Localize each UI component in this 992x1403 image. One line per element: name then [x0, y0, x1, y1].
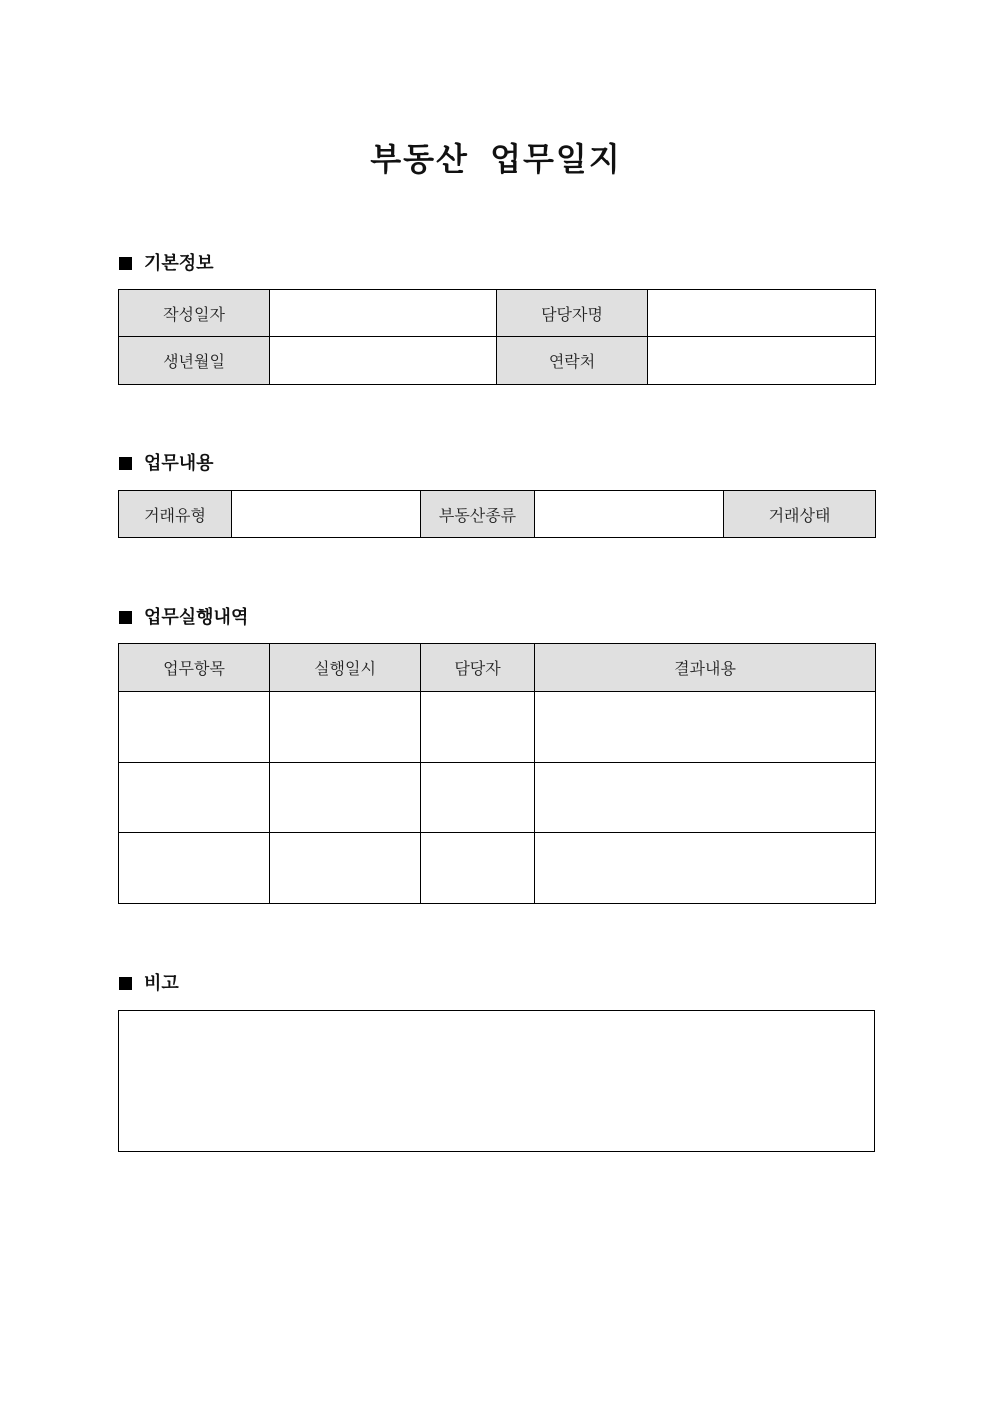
work-item-cell[interactable] [119, 833, 270, 904]
header-result: 결과내용 [535, 644, 876, 692]
square-bullet-icon [119, 611, 132, 624]
square-bullet-icon [119, 457, 132, 470]
contact-label: 연락처 [497, 337, 648, 385]
header-exec-datetime: 실행일시 [270, 644, 421, 692]
section-title: 비고 [144, 973, 179, 994]
table-row [119, 692, 876, 763]
exec-datetime-cell[interactable] [270, 763, 421, 833]
date-field[interactable] [270, 290, 497, 337]
manager-cell[interactable] [421, 692, 535, 763]
work-content-table [118, 490, 876, 538]
section-title: 기본정보 [144, 253, 214, 274]
header-manager: 담당자 [421, 644, 535, 692]
section-heading-work [119, 452, 214, 476]
property-type-field[interactable] [535, 491, 724, 538]
contact-field[interactable] [648, 337, 876, 385]
deal-type-field[interactable] [232, 491, 421, 538]
property-type-label: 부동산종류 [421, 491, 535, 538]
result-cell[interactable] [535, 833, 876, 904]
note-box[interactable] [118, 1010, 875, 1152]
result-cell[interactable] [535, 763, 876, 833]
page-title: 부동산 업무일지 [370, 140, 622, 178]
exec-datetime-cell[interactable] [270, 833, 421, 904]
square-bullet-icon [119, 977, 132, 990]
table-row [119, 833, 876, 904]
manager-field[interactable] [648, 290, 876, 337]
work-item-cell[interactable] [119, 692, 270, 763]
manager-label: 담당자명 [497, 290, 648, 337]
work-item-cell[interactable] [119, 763, 270, 833]
header-work-item: 업무항목 [119, 644, 270, 692]
section-title: 업무내용 [144, 453, 214, 474]
basic-info-table [118, 289, 876, 385]
birth-label: 생년월일 [119, 337, 270, 385]
exec-datetime-cell[interactable] [270, 692, 421, 763]
section-heading-note [119, 972, 179, 996]
section-heading-basic [119, 252, 214, 276]
date-label: 작성일자 [119, 290, 270, 337]
birth-field[interactable] [270, 337, 497, 385]
result-cell[interactable] [535, 692, 876, 763]
manager-cell[interactable] [421, 833, 535, 904]
table-row [119, 763, 876, 833]
section-title: 업무실행내역 [144, 607, 249, 628]
exec-table [118, 643, 876, 904]
section-heading-exec [119, 606, 248, 630]
square-bullet-icon [119, 257, 132, 270]
manager-cell[interactable] [421, 763, 535, 833]
deal-status-label: 거래상태 [724, 491, 876, 538]
deal-type-label: 거래유형 [119, 491, 232, 538]
